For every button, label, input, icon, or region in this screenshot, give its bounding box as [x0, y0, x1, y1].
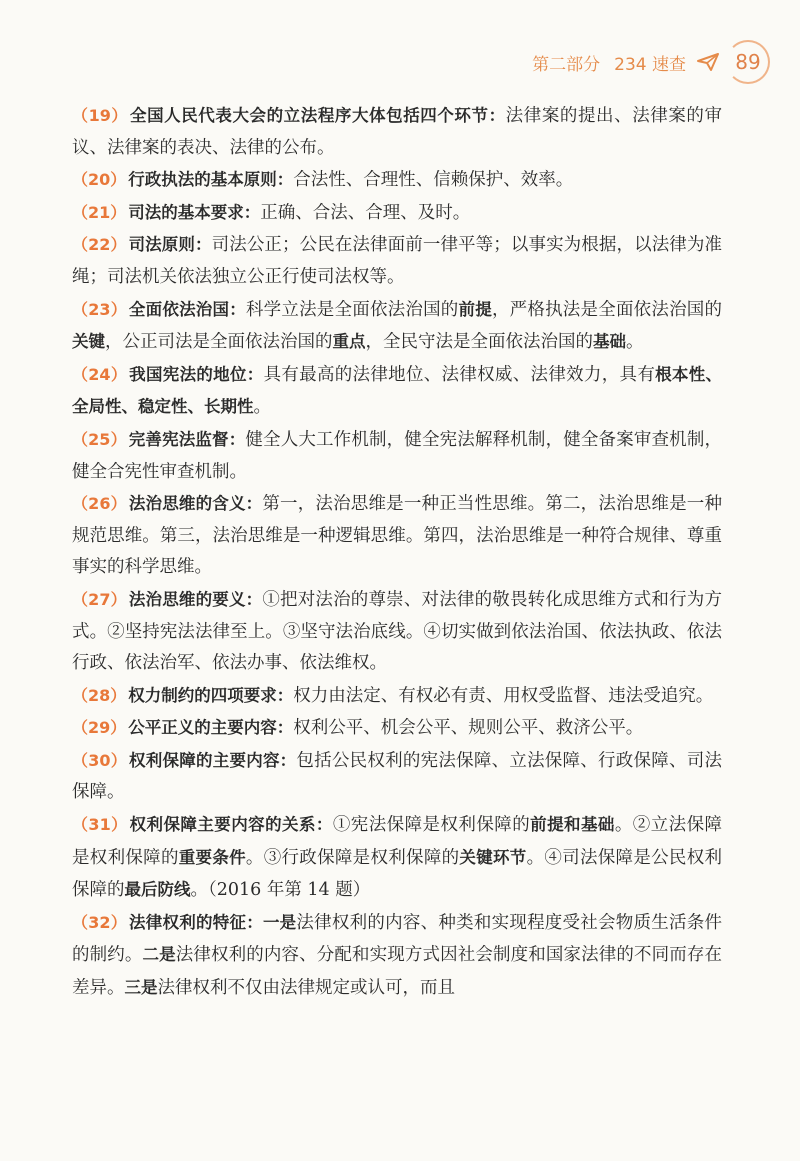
item-number: （23）: [72, 299, 127, 319]
item-text: ①把对法治的尊崇、对法律的敬畏转化成思维方式和行为方式。②坚持宪法法律至上。③坚守法治底线。④切实做到依法治国、依法执政、依法行政、依法治军、依法办事、依法维权。: [72, 589, 722, 674]
item-title: 全面依法治国：: [128, 299, 246, 319]
list-item: [72, 907, 722, 1005]
item-title: 法治思维的含义：: [128, 494, 263, 514]
item-text: 健全人大工作机制，健全宪法解释机制，健全备案审查机制，健全合宪性审查机制。: [72, 429, 723, 482]
list-item: [72, 197, 722, 230]
item-text: 法律权利的内容、分配和实现方式因社会制度和国家法律的不同而存在差异。: [72, 945, 722, 999]
emphasis-text: 最后防线: [124, 880, 191, 900]
item-title: 行政执法的基本原则：: [128, 170, 294, 190]
emphasis-text: 重要条件: [178, 847, 246, 867]
emphasis-text: 二是: [142, 945, 176, 965]
list-item: [72, 809, 722, 907]
item-title: 公平正义的主要内容：: [128, 718, 294, 738]
item-number: （31）: [72, 815, 128, 835]
item-number: （30）: [72, 750, 127, 770]
item-text: 科学立法是全面依法治国的: [245, 299, 459, 320]
list-item: [72, 745, 722, 809]
item-text: 具有最高的法律地位、法律权威、法律效力，具有: [263, 364, 656, 385]
list-item: [72, 229, 722, 293]
item-text: 。④司法保障是公民权利保障的: [72, 847, 723, 901]
item-text: 法律案的提出、法律案的审议、法律案的表决、法律的公布。: [72, 106, 723, 158]
item-number: （24）: [72, 364, 128, 384]
item-title: 完善宪法监督：: [128, 429, 246, 449]
item-number: （27）: [72, 589, 127, 609]
item-text: 权利公平、机会公平、规则公平、救济公平。: [293, 718, 644, 739]
item-title: 法治思维的要义：: [128, 589, 263, 609]
item-text: 权力由法定、有权必有责、用权受监督、违法受追究。: [293, 685, 714, 706]
emphasis-text: 重点: [332, 332, 366, 352]
list-item: [72, 424, 722, 488]
item-number: （29）: [72, 718, 127, 738]
paper-plane-icon: [696, 52, 720, 72]
item-text: ，公正司法是全面依法治国的: [105, 332, 333, 353]
item-text: 法律权利的内容、种类和实现程度受社会物质生活条件的制约。: [72, 912, 722, 966]
item-title: 权力制约的四项要求：: [128, 685, 294, 705]
list-item: [72, 584, 722, 680]
page-number: 89: [726, 40, 770, 84]
item-text: 。（2016 年第 14 题）: [190, 880, 371, 901]
item-text: 法律权利不仅由法律规定或认可，而且: [157, 978, 455, 999]
item-text: 正确、合法、合理、及时。: [260, 202, 471, 223]
emphasis-text: 关键环节: [459, 847, 527, 867]
item-title: 权利保障主要内容的关系：: [129, 815, 333, 835]
item-text: ①宪法保障是权利保障的: [332, 815, 531, 836]
item-number: （26）: [72, 494, 127, 514]
item-text: 合法性、合理性、信赖保护、效率。: [293, 170, 574, 191]
item-text: 包括公民权利的宪法保障、立法保障、行政保障、司法保障。: [72, 750, 722, 803]
list-item: [72, 100, 722, 164]
item-title: 全国人民代表大会的立法程序大体包括四个环节：: [130, 106, 506, 125]
item-number: （32）: [72, 912, 127, 932]
item-text: 司法公正；公民在法律面前一律平等；以事实为根据，以法律为准绳；司法机关依法独立公正行使司法权等。: [72, 235, 722, 287]
emphasis-text: 三是: [124, 978, 158, 998]
item-title: 司法的基本要求：: [128, 202, 261, 222]
item-title: 司法原则：: [128, 235, 212, 255]
quick-reference-label: 234 速查: [614, 54, 686, 75]
item-title: 权利保障的主要内容：: [129, 750, 297, 770]
emphasis-text: 基础: [593, 332, 626, 352]
list-item: [72, 294, 722, 359]
item-title: 法律权利的特征：: [129, 912, 263, 932]
list-item: [72, 488, 722, 584]
item-number: （19）: [72, 106, 128, 125]
list-item: [72, 164, 722, 197]
item-number: （28）: [72, 685, 127, 705]
item-text: ，严格执法是全面依法治国的: [491, 299, 723, 320]
page-header: [532, 38, 770, 86]
item-text: 。: [253, 397, 271, 418]
list-item: [72, 680, 722, 713]
part-label: 第二部分: [532, 54, 601, 75]
item-text: 。: [626, 332, 644, 353]
item-text: ，全民守法是全面依法治国的: [365, 332, 593, 353]
item-text: 。②立法保障是权利保障的: [72, 815, 723, 868]
emphasis-text: 前提和基础: [530, 815, 615, 835]
list-item: [72, 359, 722, 424]
item-number: （25）: [72, 429, 127, 449]
item-title: 我国宪法的地位：: [129, 364, 264, 384]
item-text: 。③行政保障是权利保障的: [245, 847, 460, 868]
item-number: （22）: [72, 235, 127, 255]
content-body: [72, 100, 722, 1005]
emphasis-text: 关键: [72, 332, 105, 352]
item-text: 第一，法治思维是一种正当性思维。第二，法治思维是一种规范思维。第三，法治思维是一种逻辑思维。第四，法治思维是一种符合规律、尊重事实的科学思维。: [72, 494, 722, 578]
item-number: （21）: [72, 202, 127, 222]
emphasis-text: 一是: [262, 912, 297, 932]
list-item: [72, 712, 722, 745]
emphasis-text: 前提: [458, 299, 492, 319]
item-number: （20）: [72, 170, 127, 190]
emphasis-text: 根本性、全局性、稳定性、长期性: [72, 364, 723, 417]
